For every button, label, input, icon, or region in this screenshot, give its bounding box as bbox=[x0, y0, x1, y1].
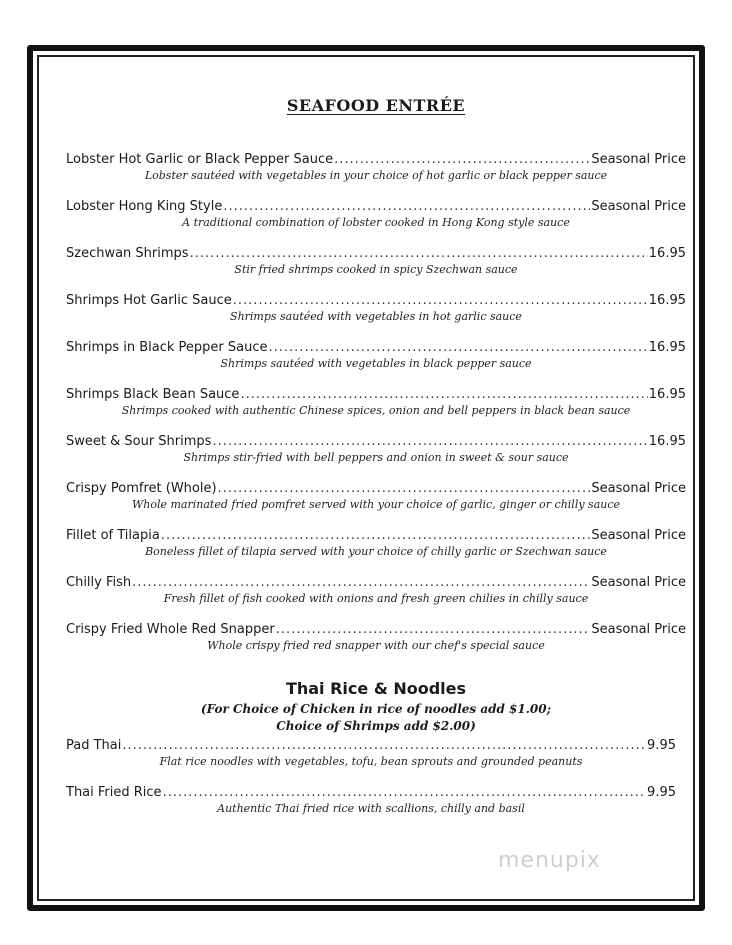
menu-item-name: Sweet & Sour Shrimps bbox=[66, 434, 212, 449]
menu-item-price: Seasonal Price bbox=[591, 622, 686, 637]
menu-item-name: Fillet of Tilapia bbox=[66, 528, 160, 543]
menu-item-description: Stir fried shrimps cooked in spicy Szechwan sauce bbox=[234, 263, 518, 276]
dot-leader bbox=[240, 386, 647, 403]
menu-page bbox=[66, 96, 686, 831]
menu-item bbox=[66, 198, 686, 230]
thai-note-line2: Choice of Shrimps add $2.00) bbox=[276, 719, 476, 733]
dot-leader bbox=[233, 292, 648, 309]
thai-note-line1: (For Choice of Chicken in rice of noodles add $1.00; bbox=[200, 702, 552, 716]
dot-leader bbox=[334, 151, 590, 168]
menu-item-row bbox=[66, 386, 686, 403]
menu-item bbox=[66, 433, 686, 465]
menu-item-description: A traditional combination of lobster cooked in Hong Kong style sauce bbox=[182, 216, 570, 229]
menu-item-description: Lobster sautéed with vegetables in your choice of hot garlic or black pepper sauce bbox=[144, 169, 608, 182]
menu-item-name: Lobster Hot Garlic or Black Pepper Sauce bbox=[66, 152, 334, 167]
dot-leader bbox=[276, 621, 591, 638]
menu-item-description: Shrimps stir-fried with bell peppers and onion in sweet & sour sauce bbox=[183, 451, 569, 464]
menu-item-row bbox=[66, 480, 686, 497]
menu-item-row bbox=[66, 621, 686, 638]
menu-item-price: 16.95 bbox=[648, 293, 686, 308]
menu-item bbox=[66, 339, 686, 371]
menu-item-name: Lobster Hong King Style bbox=[66, 199, 223, 214]
menu-item-row bbox=[66, 198, 686, 215]
menu-item bbox=[66, 245, 686, 277]
menu-item-price: Seasonal Price bbox=[591, 528, 686, 543]
menu-item-row bbox=[66, 339, 686, 356]
dot-leader bbox=[218, 480, 591, 497]
menu-item-price: 16.95 bbox=[648, 387, 686, 402]
menu-item-name: Shrimps in Black Pepper Sauce bbox=[66, 340, 268, 355]
menu-item-price: Seasonal Price bbox=[591, 575, 686, 590]
menu-item-name: Chilly Fish bbox=[66, 575, 132, 590]
dot-leader bbox=[132, 574, 590, 591]
menu-item bbox=[66, 574, 686, 606]
menu-item-name: Shrimps Hot Garlic Sauce bbox=[66, 293, 232, 308]
menu-item-description: Flat rice noodles with vegetables, tofu, bean sprouts and grounded peanuts bbox=[159, 755, 583, 768]
menu-item-name: Thai Fried Rice bbox=[66, 785, 162, 800]
dot-leader bbox=[161, 527, 591, 544]
menu-item-description: Shrimps sautéed with vegetables in black pepper sauce bbox=[220, 357, 532, 370]
menu-item bbox=[66, 386, 686, 418]
dot-leader bbox=[212, 433, 647, 450]
menu-item-row bbox=[66, 574, 686, 591]
menu-item-price: 9.95 bbox=[647, 785, 676, 800]
menu-item-row bbox=[66, 433, 686, 450]
menu-item bbox=[66, 151, 686, 183]
menu-item bbox=[66, 621, 686, 653]
menu-item bbox=[66, 480, 686, 512]
thai-section-title: Thai Rice & Noodles bbox=[285, 679, 467, 698]
menu-item-price: Seasonal Price bbox=[591, 199, 686, 214]
menu-item-name: Szechwan Shrimps bbox=[66, 246, 189, 261]
menu-item-name: Pad Thai bbox=[66, 738, 122, 753]
menu-item-description: Shrimps cooked with authentic Chinese spices, onion and bell peppers in black bean sauce bbox=[121, 404, 631, 417]
dot-leader bbox=[190, 245, 648, 262]
menu-item-name: Crispy Fried Whole Red Snapper bbox=[66, 622, 275, 637]
menu-item-price: 9.95 bbox=[647, 738, 676, 753]
menu-item bbox=[66, 527, 686, 559]
dot-leader bbox=[163, 784, 646, 801]
menu-item-price: Seasonal Price bbox=[591, 481, 686, 496]
menu-item-description: Whole marinated fried pomfret served with your choice of garlic, ginger or chilly sauce bbox=[131, 498, 621, 511]
dot-leader bbox=[269, 339, 648, 356]
menu-item-description: Authentic Thai fried rice with scallions, chilly and basil bbox=[217, 802, 525, 815]
menu-item-price: 16.95 bbox=[648, 340, 686, 355]
menu-item-description: Boneless fillet of tilapia served with your choice of chilly garlic or Szechwan sauce bbox=[145, 545, 607, 558]
seafood-section-title: SEAFOOD ENTRÉE bbox=[286, 96, 466, 115]
menu-item-description: Whole crispy fried red snapper with our chef's special sauce bbox=[207, 639, 545, 652]
thai-list bbox=[66, 737, 676, 816]
menu-item-name: Crispy Pomfret (Whole) bbox=[66, 481, 217, 496]
menu-item-row bbox=[66, 527, 686, 544]
menu-item-price: 16.95 bbox=[648, 434, 686, 449]
menu-item-description: Fresh fillet of fish cooked with onions and fresh green chilies in chilly sauce bbox=[163, 592, 589, 605]
seafood-list bbox=[66, 151, 686, 653]
menu-item-row bbox=[66, 151, 686, 168]
dot-leader bbox=[122, 737, 646, 754]
dot-leader bbox=[223, 198, 590, 215]
menu-item bbox=[66, 292, 686, 324]
menu-item-description: Shrimps sautéed with vegetables in hot garlic sauce bbox=[230, 310, 522, 323]
watermark-logo: menupix bbox=[498, 848, 601, 873]
menu-item-row bbox=[66, 737, 676, 754]
menu-item-row bbox=[66, 245, 686, 262]
menu-item-row bbox=[66, 784, 676, 801]
menu-item bbox=[66, 737, 676, 769]
menu-item-price: Seasonal Price bbox=[591, 152, 686, 167]
menu-item-name: Shrimps Black Bean Sauce bbox=[66, 387, 240, 402]
menu-item-row bbox=[66, 292, 686, 309]
menu-item-price: 16.95 bbox=[648, 246, 686, 261]
menu-item bbox=[66, 784, 676, 816]
